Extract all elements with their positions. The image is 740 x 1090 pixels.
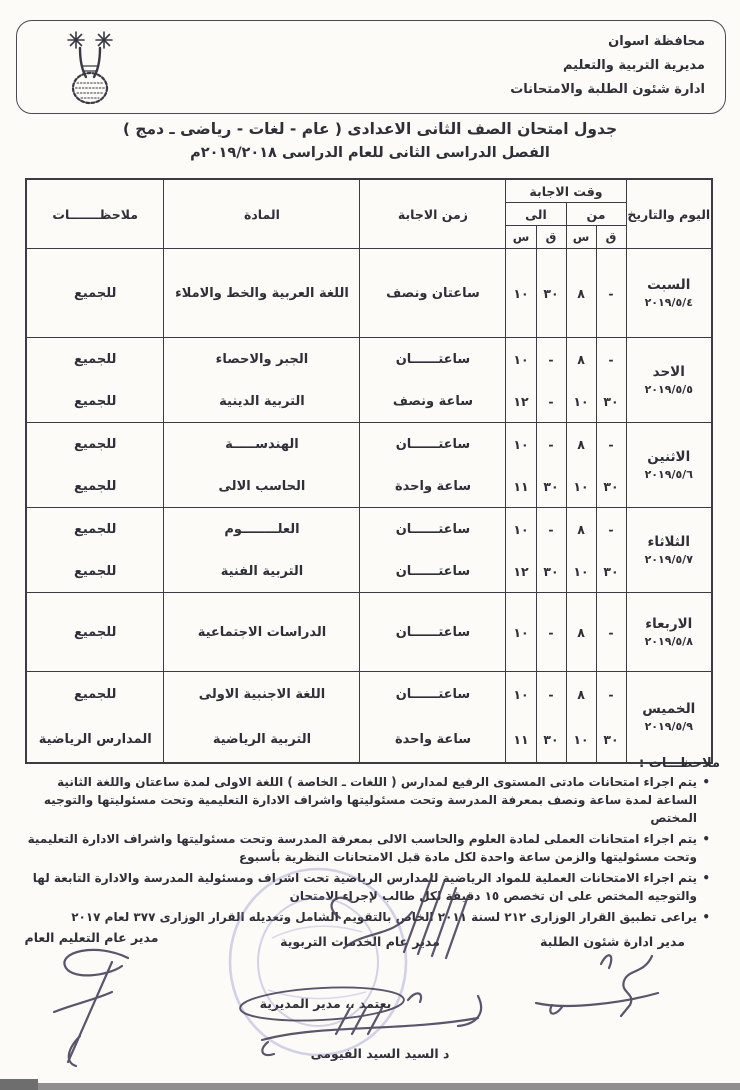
approver-name: د السيد السيد الفيومى bbox=[310, 1046, 450, 1061]
day-date: ٢٠١٩/٥/٦ bbox=[644, 468, 693, 481]
from-hours-cell: ٨ bbox=[566, 593, 596, 672]
subject-cell: الهندســـــة الحاسب الالى bbox=[164, 423, 360, 508]
signature-directorate-director bbox=[239, 984, 481, 1055]
torch-burst-right bbox=[96, 32, 112, 48]
document-subtitle: الفصل الدراسى الثانى للعام الدراسى ٢٠١٩/٢٠١٨م bbox=[190, 145, 550, 161]
to-hours-cell: ١٠ bbox=[506, 249, 536, 338]
header-to-minutes: ق bbox=[536, 226, 566, 249]
header-subject: المادة bbox=[164, 179, 360, 249]
day-name: السبت bbox=[647, 277, 691, 293]
note-cell: للجميع bbox=[26, 593, 164, 672]
day-date: ٢٠١٩/٥/٧ bbox=[644, 553, 693, 566]
day-cell bbox=[626, 338, 712, 423]
to-minutes-cell: - ٣٠ bbox=[536, 508, 566, 593]
duration-cell: ساعتــــــان ساعة واحدة bbox=[360, 672, 506, 764]
footnotes-title: ملاحظـــات : bbox=[639, 756, 720, 771]
from-minutes-cell: - bbox=[596, 593, 626, 672]
day-name: الاحد bbox=[652, 364, 685, 380]
footnote-item: • يتم اجراء امتحانات مادتى المستوى الرفيع لمدارس ( اللغات ـ الخاصة ) اللغة الاولى لمدة ساعتان واللغة الثانية الساعة لمدة ساعة ونصف بمعرفة المدرسة وتحت مسئوليتها واشراف الادارة التعليمية وتحت مسئوليتها والتوجيه المختص bbox=[18, 773, 710, 827]
header-to-hours: س bbox=[506, 226, 536, 249]
duration-cell: ساعتــــــان ساعة واحدة bbox=[360, 423, 506, 508]
from-hours-cell: ٨ bbox=[566, 249, 596, 338]
document-title: جدول امتحان الصف الثانى الاعدادى ( عام - لغات - رياضى ـ دمج ) bbox=[122, 120, 618, 138]
scan-edge-artifact bbox=[0, 1083, 740, 1090]
footnote-item: • يتم اجراء امتحانات العملى لمادة العلوم والحاسب الالى بمعرفة المدرسة وتحت مسئوليتها واشراف الادارة التعليمية وتحت مسئوليتها والزمن ساعة واحدة لكل مادة قبل الامتحانات النظرية بأسبوع bbox=[18, 830, 710, 866]
day-cell bbox=[626, 508, 712, 593]
to-minutes-cell: - - bbox=[536, 338, 566, 423]
table-row bbox=[26, 338, 712, 423]
to-hours-cell: ١٠ ١٢ bbox=[506, 338, 536, 423]
from-minutes-cell: - ٣٠ bbox=[596, 338, 626, 423]
header-answer-time: وقت الاجابة bbox=[506, 179, 626, 203]
note-cell: للجميع للجميع bbox=[26, 338, 164, 423]
footnotes-section bbox=[18, 756, 720, 929]
scan-edge-corner-artifact bbox=[0, 1079, 38, 1090]
approval-line: يعتمد ،، مدير المديرية bbox=[259, 996, 392, 1011]
header-duration: زمن الاجابة bbox=[360, 179, 506, 249]
duration-cell: ساعتان ونصف bbox=[360, 249, 506, 338]
day-date: ٢٠١٩/٥/٤ bbox=[644, 296, 693, 309]
note-cell: للجميع للجميع bbox=[26, 508, 164, 593]
subject-cell: الدراسات الاجتماعية bbox=[164, 593, 360, 672]
footnote-item: • يتم اجراء الامتحانات العملية للمواد الرياضية للمدارس الرياضية تحت اشراف ومسئولية المدرسة والادارة التابعة لها والتوجيه المختص على ان تخصص ١٥ دقيقة لكل طالب لإجراء الامتحان bbox=[18, 869, 710, 905]
table-row bbox=[26, 423, 712, 508]
from-hours-cell: ٨ ١٠ bbox=[566, 672, 596, 764]
from-hours-cell: ٨ ١٠ bbox=[566, 338, 596, 423]
note-cell: للجميع للجميع bbox=[26, 423, 164, 508]
header-day: اليوم والتاريخ bbox=[626, 179, 712, 249]
from-minutes-cell: - ٣٠ bbox=[596, 508, 626, 593]
subject-cell: اللغة العربية والخط والاملاء bbox=[164, 249, 360, 338]
letterhead-box bbox=[16, 20, 726, 114]
day-date: ٢٠١٩/٥/٩ bbox=[644, 720, 693, 733]
from-hours-cell: ٨ ١٠ bbox=[566, 423, 596, 508]
from-minutes-cell: - ٣٠ bbox=[596, 423, 626, 508]
from-minutes-cell: - bbox=[596, 249, 626, 338]
day-name: الاثنين bbox=[647, 449, 691, 465]
ministry-emblem-icon bbox=[49, 26, 131, 114]
signature-student-affairs bbox=[536, 955, 658, 1016]
signature-title-general-education: مدير عام التعليم العام bbox=[24, 930, 159, 945]
day-cell bbox=[626, 249, 712, 338]
header-to: الى bbox=[506, 203, 566, 226]
day-date: ٢٠١٩/٥/٥ bbox=[644, 383, 693, 396]
subject-cell: اللغة الاجنبية الاولى التربية الرياضية bbox=[164, 672, 360, 764]
org-name-administration: ادارة شئون الطلبة والامتحانات bbox=[510, 82, 705, 98]
note-cell: للجميع bbox=[26, 249, 164, 338]
to-minutes-cell: ٣٠ bbox=[536, 249, 566, 338]
table-row bbox=[26, 249, 712, 338]
org-name-directorate: مديرية التربية والتعليم bbox=[562, 58, 705, 74]
table-row bbox=[26, 508, 712, 593]
to-minutes-cell: - ٣٠ bbox=[536, 423, 566, 508]
day-cell bbox=[626, 672, 712, 764]
to-minutes-cell: - bbox=[536, 593, 566, 672]
footnote-item: • يراعى تطبيق القرار الوزارى ٢١٢ لسنة ٢٠١١ الخاص بالتقويم الشامل وتعديله القرار الوزارى ٣٧٧ لعام ٢٠١٧ bbox=[18, 908, 710, 926]
exam-schedule-table bbox=[25, 178, 713, 764]
duration-cell: ساعتــــــان ساعتــــــان bbox=[360, 508, 506, 593]
table-row bbox=[26, 672, 712, 764]
header-notes: ملاحظـــــــات bbox=[26, 179, 164, 249]
signature-title-educational-services: مدير عام الخدمات التربوية bbox=[280, 934, 440, 949]
subject-cell: العلــــــــوم التربية الفنية bbox=[164, 508, 360, 593]
day-cell bbox=[626, 423, 712, 508]
day-name: الثلاثاء bbox=[647, 534, 690, 550]
signature-title-student-affairs: مدير ادارة شئون الطلبة bbox=[540, 934, 685, 949]
to-hours-cell: ١٠ ١٢ bbox=[506, 508, 536, 593]
to-hours-cell: ١٠ ١١ bbox=[506, 672, 536, 764]
to-hours-cell: ١٠ ١١ bbox=[506, 423, 536, 508]
day-name: الاربعاء bbox=[645, 616, 693, 632]
header-from-hours: س bbox=[566, 226, 596, 249]
header-from-minutes: ق bbox=[596, 226, 626, 249]
subject-cell: الجبر والاحصاء التربية الدينية bbox=[164, 338, 360, 423]
from-minutes-cell: - ٣٠ bbox=[596, 672, 626, 764]
signature-general-education bbox=[54, 950, 128, 1066]
duration-cell: ساعتــــــان ساعة ونصف bbox=[360, 338, 506, 423]
org-name-governorate: محافظة اسوان bbox=[608, 34, 705, 49]
header-from: من bbox=[566, 203, 626, 226]
day-date: ٢٠١٩/٥/٨ bbox=[644, 635, 693, 648]
from-hours-cell: ٨ ١٠ bbox=[566, 508, 596, 593]
day-name: الخميس bbox=[642, 701, 696, 717]
to-hours-cell: ١٠ bbox=[506, 593, 536, 672]
to-minutes-cell: - ٣٠ bbox=[536, 672, 566, 764]
duration-cell: ساعتــــــان bbox=[360, 593, 506, 672]
table-row bbox=[26, 593, 712, 672]
note-cell: للجميع المدارس الرياضية bbox=[26, 672, 164, 764]
torch-burst-left bbox=[68, 32, 84, 48]
day-cell bbox=[626, 593, 712, 672]
